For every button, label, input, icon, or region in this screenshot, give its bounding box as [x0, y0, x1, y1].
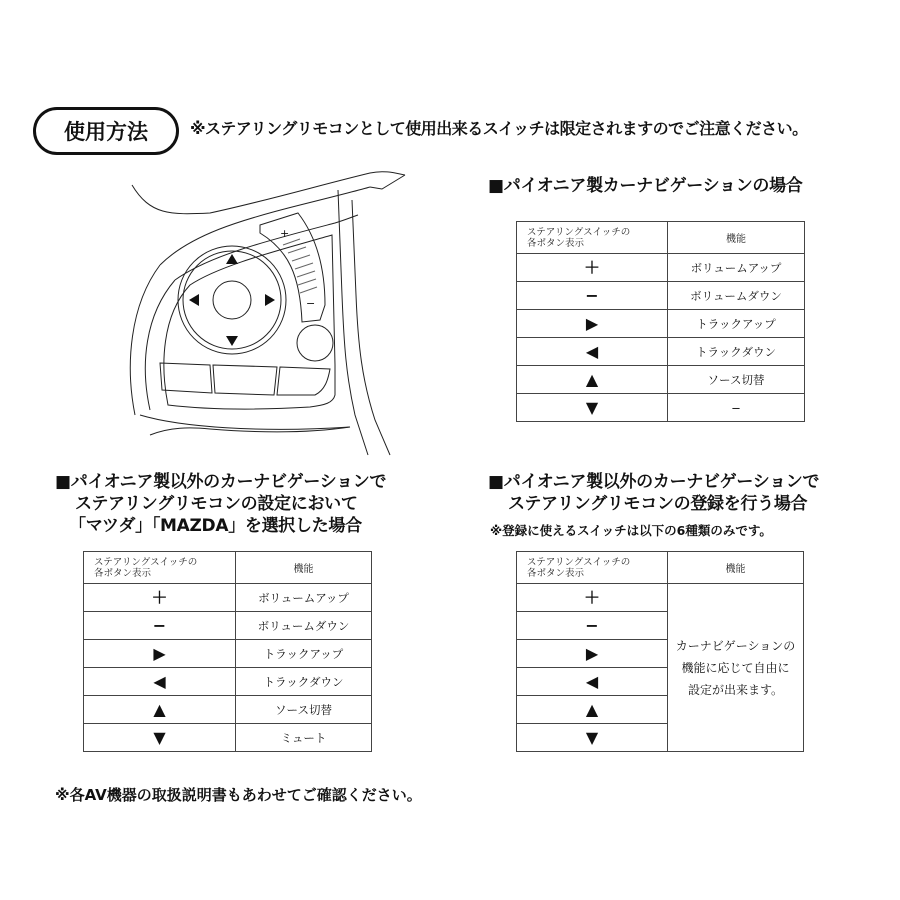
- table-pioneer: [516, 221, 805, 422]
- function-cell: トラックアップ: [668, 310, 805, 338]
- minus-icon: −: [84, 612, 236, 640]
- minus-icon: −: [517, 282, 668, 310]
- header-line-1: ステアリングスイッチの: [94, 556, 198, 568]
- table-row: [517, 394, 805, 422]
- triangle-up-icon: ▲: [517, 696, 668, 724]
- merged-line-2: 機能に応じて自由に: [681, 660, 790, 675]
- header-function: 機能: [668, 222, 805, 254]
- footer-note: ※各AV機器の取扱説明書もあわせてご確認ください。: [55, 786, 422, 804]
- merged-line-3: 設定が出来ます。: [687, 682, 784, 697]
- header-line-2: 各ボタン表示: [94, 567, 152, 579]
- table-row: [84, 696, 372, 724]
- function-cell: ソース切替: [236, 696, 372, 724]
- table-mazda: [83, 551, 372, 752]
- merged-function-cell: [668, 584, 804, 752]
- usage-badge: [33, 107, 179, 155]
- triangle-right-icon: ▶: [517, 640, 668, 668]
- table-row: [84, 640, 372, 668]
- header-function: 機能: [236, 552, 372, 584]
- function-cell: トラックアップ: [236, 640, 372, 668]
- function-cell: ボリュームダウン: [236, 612, 372, 640]
- header-line-2: 各ボタン表示: [527, 567, 585, 579]
- table-header-row: [517, 552, 804, 584]
- header-line-1: ステアリングスイッチの: [527, 556, 631, 568]
- table-header-row: [517, 222, 805, 254]
- function-cell: トラックダウン: [236, 668, 372, 696]
- triangle-left-icon: ◀: [517, 338, 668, 366]
- triangle-down-icon: ▼: [517, 724, 668, 752]
- triangle-left-icon: ◀: [84, 668, 236, 696]
- table-row: [84, 668, 372, 696]
- header-line-1: ステアリングスイッチの: [527, 226, 631, 238]
- triangle-right-icon: ▶: [517, 310, 668, 338]
- plus-icon: ＋: [517, 584, 668, 612]
- merged-line-1: カーナビゲーションの: [675, 638, 796, 653]
- function-cell: ボリュームアップ: [236, 584, 372, 612]
- header-line-2: 各ボタン表示: [527, 237, 585, 249]
- plus-icon: ＋: [517, 254, 668, 282]
- function-cell: −: [668, 394, 805, 422]
- minus-icon: −: [517, 612, 668, 640]
- table-row: [517, 584, 804, 612]
- table-row: [84, 584, 372, 612]
- triangle-left-icon: ◀: [517, 668, 668, 696]
- section-mazda-title: [55, 471, 386, 537]
- steering-switch-diagram: [120, 165, 420, 460]
- function-cell: ボリュームダウン: [668, 282, 805, 310]
- triangle-down-icon: ▼: [84, 724, 236, 752]
- function-cell: ボリュームアップ: [668, 254, 805, 282]
- function-cell: トラックダウン: [668, 338, 805, 366]
- section-pioneer-title: ■パイオニア製カーナビゲーションの場合: [488, 176, 803, 196]
- table-row: [84, 612, 372, 640]
- svg-text:−: −: [306, 297, 316, 310]
- function-cell: ミュート: [236, 724, 372, 752]
- title-line-2: ステアリングリモコンの登録を行う場合: [508, 494, 808, 514]
- table-row: [84, 724, 372, 752]
- title-line-1: ■パイオニア製以外のカーナビゲーションで: [488, 472, 820, 492]
- triangle-right-icon: ▶: [84, 640, 236, 668]
- usage-badge-label: 使用方法: [64, 120, 148, 144]
- section-register-title: [488, 471, 819, 515]
- table-row: [517, 366, 805, 394]
- function-cell: ソース切替: [668, 366, 805, 394]
- table-header-row: [84, 552, 372, 584]
- usage-notice: ※ステアリングリモコンとして使用出来るスイッチは限定されますのでご注意ください。: [190, 119, 808, 138]
- register-note: ※登録に使えるスイッチは以下の6種類のみです。: [490, 523, 772, 538]
- header-button-display: [517, 222, 668, 254]
- table-row: [517, 310, 805, 338]
- table-row: [517, 338, 805, 366]
- title-line-3: 「マツダ」「MAZDA」を選択した場合: [69, 516, 362, 536]
- header-function: 機能: [668, 552, 804, 584]
- header-button-display: [517, 552, 668, 584]
- triangle-up-icon: ▲: [517, 366, 668, 394]
- svg-text:+: +: [280, 227, 290, 240]
- header-button-display: [84, 552, 236, 584]
- table-row: [517, 254, 805, 282]
- title-line-2: ステアリングリモコンの設定において: [75, 494, 358, 514]
- table-register: [516, 551, 804, 752]
- plus-icon: ＋: [84, 584, 236, 612]
- table-row: [517, 282, 805, 310]
- title-line-1: ■パイオニア製以外のカーナビゲーションで: [55, 472, 387, 492]
- triangle-up-icon: ▲: [84, 696, 236, 724]
- triangle-down-icon: ▼: [517, 394, 668, 422]
